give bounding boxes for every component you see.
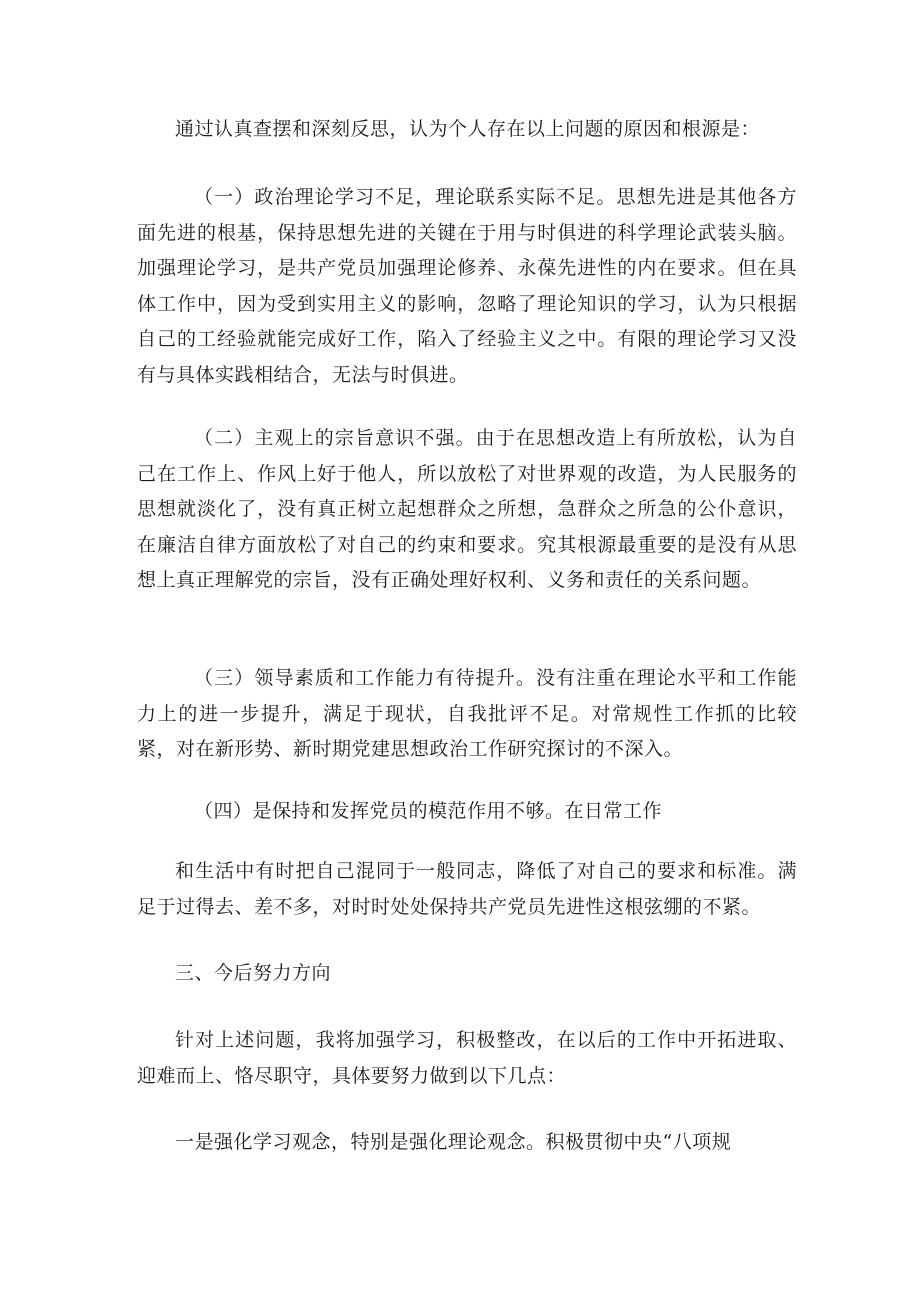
paragraph-cause-4-continued: 和生活中有时把自己混同于一般同志，降低了对自己的要求和标准。满足于过得去、差不多，对时时处处保持共产党员先进性这根弦绷的不紧。: [137, 860, 797, 918]
paragraph-cause-2: （二）主观上的宗旨意识不强。由于在思想改造上有所放松，认为自己在工作上、作风上好于他人，所以放松了对世界观的改造，为人民服务的思想就淡化了，没有真正树立起想群众之所想，急群众之所急的公仆意识，在廉洁自律方面放松了对自己的约束和要求。究其根源最重要的是没有从思想上真正理解党的宗旨，没有正确处理好权利、义务和责任的关系问题。: [137, 427, 797, 592]
paragraph-cause-1: （一）政治理论学习不足，理论联系实际不足。思想先进是其他各方面先进的根基，保持思想先进的关键在于用与时俱进的科学理论武装头脑。加强理论学习，是共产党员加强理论修养、永葆先进性的内在要求。但在具体工作中，因为受到实用主义的影响，忽略了理论知识的学习，认为只根据自己的工经验就能完成好工作，陷入了经验主义之中。有限的理论学习又没有与具体实践相结合，无法与时俱进。: [137, 186, 797, 386]
paragraph-cause-3: （三）领导素质和工作能力有待提升。没有注重在理论水平和工作能力上的进一步提升，满足于现状，自我批评不足。对常规性工作抓的比较紧，对在新形势、新时期党建思想政治工作研究探讨的不深入。: [137, 667, 797, 761]
paragraph-direction-intro: 针对上述问题，我将加强学习，积极整改，在以后的工作中开拓进取、迎难而上、恪尽职守，具体要努力做到以下几点：: [137, 1029, 797, 1087]
section-heading: 三、今后努力方向: [175, 962, 332, 984]
paragraph-cause-4: （四）是保持和发挥党员的模范作用不够。在日常工作: [194, 800, 663, 822]
paragraph-point-1: 一是强化学习观念，特别是强化理论观念。积极贯彻中央“八项规: [175, 1131, 732, 1153]
paragraph-intro: 通过认真查摆和深刻反思，认为个人存在以上问题的原因和根源是：: [175, 118, 761, 140]
